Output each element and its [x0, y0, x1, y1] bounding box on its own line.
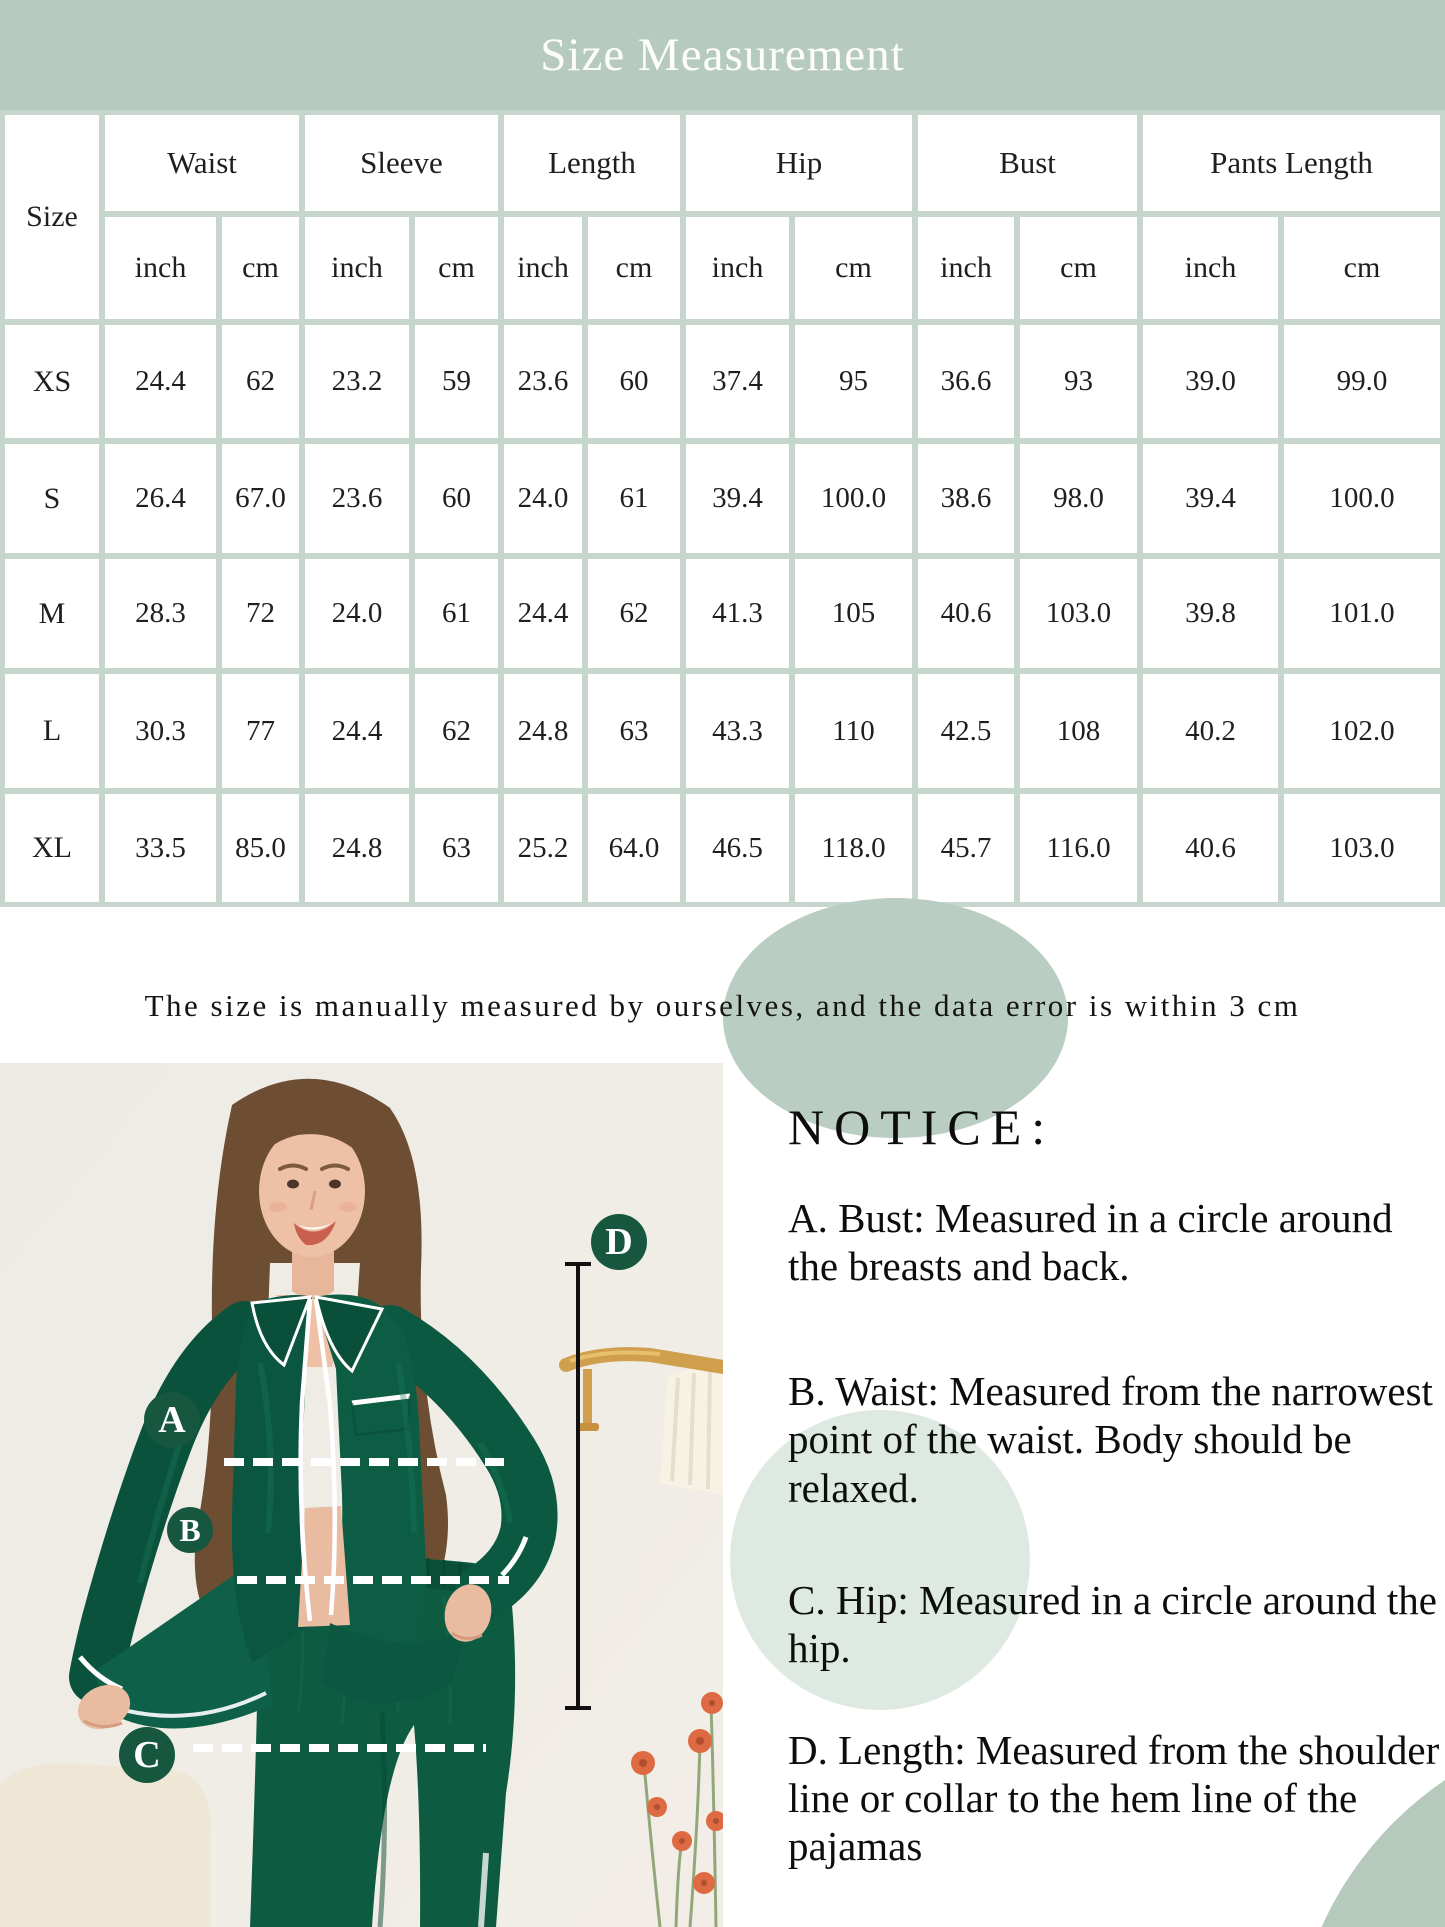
length-measure-line	[576, 1262, 580, 1710]
measurement-disclaimer: The size is manually measured by ourselves, and the data error is within 3 cm	[144, 988, 1301, 1023]
measurement-value: 105	[795, 559, 912, 668]
title-banner	[0, 0, 1445, 110]
measurement-value: 62	[588, 559, 680, 668]
notice-item-hip: C. Hip: Measured in a circle around the hip.	[788, 1576, 1437, 1672]
measurement-value: 103.0	[1020, 559, 1137, 668]
measurement-value: 64.0	[588, 794, 680, 902]
measurement-value: 23.6	[504, 325, 582, 438]
measurement-value: 39.4	[686, 444, 789, 553]
measurement-value: 45.7	[918, 794, 1014, 902]
group-header-pants-length: Pants Length	[1143, 115, 1440, 211]
measurement-value: 36.6	[918, 325, 1014, 438]
measurement-value: 59	[415, 325, 498, 438]
measurement-value: 46.5	[686, 794, 789, 902]
measurement-value: 63	[415, 794, 498, 902]
measurement-value: 25.2	[504, 794, 582, 902]
group-header-bust: Bust	[918, 115, 1137, 211]
group-header-sleeve: Sleeve	[305, 115, 498, 211]
unit-header-cm: cm	[795, 217, 912, 319]
measurement-value: 23.6	[305, 444, 409, 553]
size-column-header: Size	[5, 115, 99, 319]
size-label-l: L	[5, 674, 99, 788]
bust-dashed-line	[224, 1458, 504, 1466]
measurement-value: 118.0	[795, 794, 912, 902]
measurement-value: 72	[222, 559, 299, 668]
measurement-value: 98.0	[1020, 444, 1137, 553]
measurement-value: 42.5	[918, 674, 1014, 788]
size-label-m: M	[5, 559, 99, 668]
measurement-value: 38.6	[918, 444, 1014, 553]
model-photo	[0, 1063, 723, 1927]
measurement-value: 60	[588, 325, 680, 438]
waist-dashed-line	[237, 1576, 509, 1584]
measurement-value: 24.0	[504, 444, 582, 553]
measurement-value: 24.4	[305, 674, 409, 788]
marker-c-badge: C	[119, 1727, 175, 1783]
measurement-value: 110	[795, 674, 912, 788]
measurement-value: 108	[1020, 674, 1137, 788]
measurement-value: 67.0	[222, 444, 299, 553]
measurement-value: 41.3	[686, 559, 789, 668]
measurement-value: 40.6	[1143, 794, 1278, 902]
unit-header-cm: cm	[222, 217, 299, 319]
measurement-value: 43.3	[686, 674, 789, 788]
measurement-value: 24.8	[504, 674, 582, 788]
measurement-value: 60	[415, 444, 498, 553]
unit-header-cm: cm	[1284, 217, 1440, 319]
couch	[0, 1763, 210, 1927]
notice-item-waist: B. Waist: Measured from the narrowest point of the waist. Body should be relaxed.	[788, 1367, 1433, 1511]
measurement-value: 30.3	[105, 674, 216, 788]
notice-heading: NOTICE:	[788, 1099, 1056, 1155]
measurement-value: 37.4	[686, 325, 789, 438]
unit-header-inch: inch	[1143, 217, 1278, 319]
unit-header-cm: cm	[1020, 217, 1137, 319]
unit-header-inch: inch	[918, 217, 1014, 319]
group-header-length: Length	[504, 115, 680, 211]
marker-a-badge: A	[144, 1392, 200, 1448]
notice-section	[788, 1098, 1445, 1871]
group-header-waist: Waist	[105, 115, 299, 211]
measurement-value: 61	[415, 559, 498, 668]
measurement-value: 24.4	[504, 559, 582, 668]
lampshade	[660, 1361, 723, 1495]
size-label-xs: XS	[5, 325, 99, 438]
size-label-xl: XL	[5, 794, 99, 902]
unit-header-inch: inch	[305, 217, 409, 319]
measurement-value: 39.8	[1143, 559, 1278, 668]
measurement-value: 93	[1020, 325, 1137, 438]
notice-item-length: D. Length: Measured from the shoulder line or collar to the hem line of the pajamas	[788, 1726, 1440, 1870]
unit-header-cm: cm	[415, 217, 498, 319]
page-title: Size Measurement	[540, 29, 905, 81]
measurement-value: 85.0	[222, 794, 299, 902]
measurement-value: 39.4	[1143, 444, 1278, 553]
measurement-value: 28.3	[105, 559, 216, 668]
unit-header-inch: inch	[105, 217, 216, 319]
measurement-value: 40.2	[1143, 674, 1278, 788]
unit-header-cm: cm	[588, 217, 680, 319]
unit-header-inch: inch	[504, 217, 582, 319]
measurement-value: 77	[222, 674, 299, 788]
measurement-value: 99.0	[1284, 325, 1440, 438]
measurement-value: 102.0	[1284, 674, 1440, 788]
size-measurement-table	[0, 110, 1445, 907]
measurement-value: 40.6	[918, 559, 1014, 668]
size-label-s: S	[5, 444, 99, 553]
measurement-value: 61	[588, 444, 680, 553]
measurement-value: 101.0	[1284, 559, 1440, 668]
measurement-value: 39.0	[1143, 325, 1278, 438]
measurement-value: 103.0	[1284, 794, 1440, 902]
measurement-value: 95	[795, 325, 912, 438]
measurement-value: 23.2	[305, 325, 409, 438]
notice-item-bust: A. Bust: Measured in a circle around the breasts and back.	[788, 1195, 1393, 1290]
measurement-value: 24.4	[105, 325, 216, 438]
measurement-value: 26.4	[105, 444, 216, 553]
measurement-value: 100.0	[795, 444, 912, 553]
hip-dashed-line	[193, 1744, 486, 1752]
measurement-value: 62	[222, 325, 299, 438]
unit-header-inch: inch	[686, 217, 789, 319]
group-header-hip: Hip	[686, 115, 912, 211]
measurement-value: 24.0	[305, 559, 409, 668]
pajama-model-illustration	[0, 1063, 723, 1927]
measurement-value: 33.5	[105, 794, 216, 902]
measurement-value: 100.0	[1284, 444, 1440, 553]
measurement-value: 62	[415, 674, 498, 788]
marker-b-badge: B	[167, 1507, 213, 1553]
measurement-value: 24.8	[305, 794, 409, 902]
measurement-value: 63	[588, 674, 680, 788]
marker-d-badge: D	[591, 1214, 647, 1270]
measurement-value: 116.0	[1020, 794, 1137, 902]
